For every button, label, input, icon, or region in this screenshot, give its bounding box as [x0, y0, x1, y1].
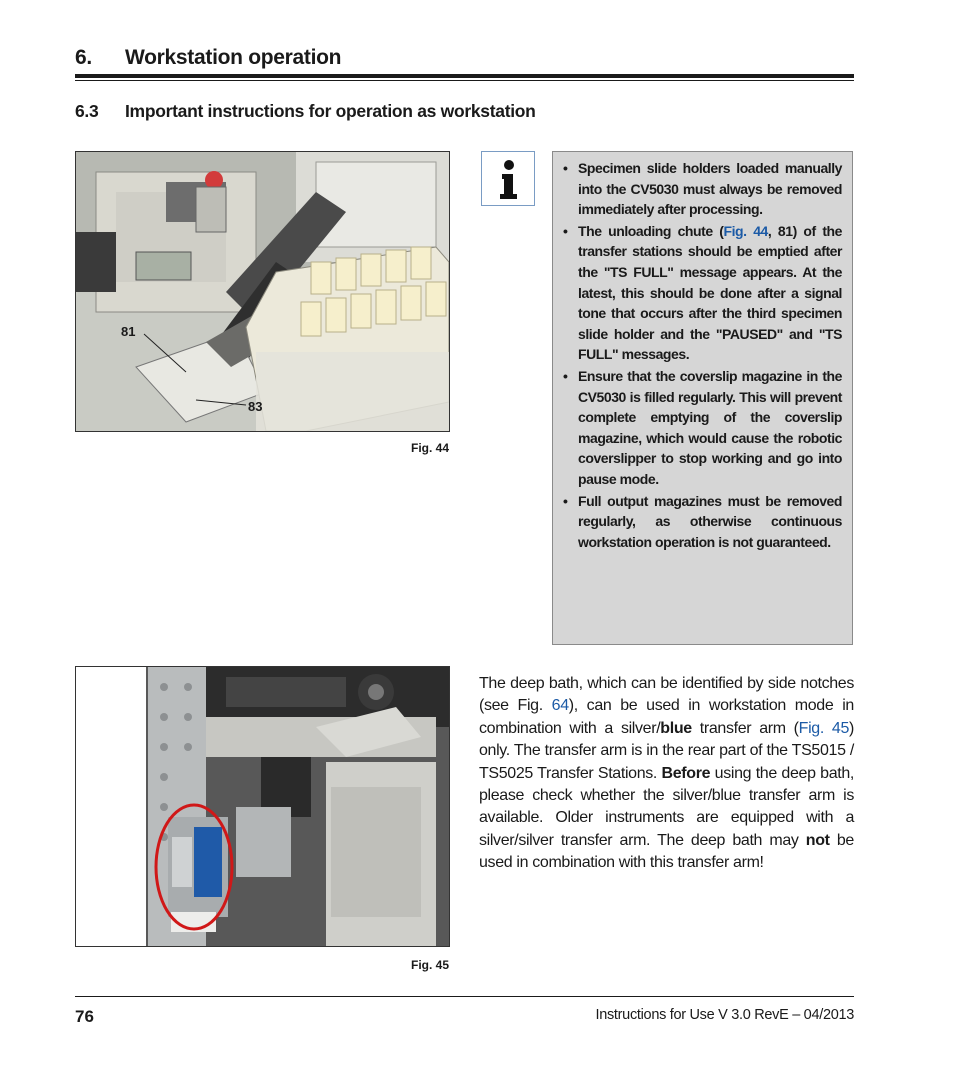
body-text-run: using the deep bath, please check whether the silver/blue transfer arm is available. Older instruments are equipped with a silver/silver transfer arm. The deep bath may [479, 764, 854, 849]
body-text-run: transfer arm ( [691, 719, 799, 737]
footer-rule [75, 996, 854, 997]
figure-45-caption: Fig. 45 [410, 958, 449, 972]
figure-44-caption: Fig. 44 [410, 441, 449, 455]
body-text-run: The deep bath, which can be identified by side notches (see Fig. [479, 675, 854, 715]
section-title: Important instructions for operation as workstation [125, 101, 536, 121]
note-list [563, 158, 842, 552]
emphasis-text: not [805, 831, 830, 849]
note-item [563, 158, 842, 220]
section-number: 6.3 [75, 101, 99, 121]
figure-reference-link[interactable]: Fig. 44 [723, 222, 768, 239]
info-i-icon [481, 151, 535, 206]
chapter-number: 6. [75, 46, 92, 69]
body-text-run: ) only. The transfer arm is in the rear part of the TS5015 / TS5025 Transfer Stations. [479, 719, 854, 782]
chapter-heading [75, 46, 341, 70]
figure-reference-link[interactable]: 64 [551, 697, 569, 715]
important-note-box [552, 151, 853, 645]
header-rule-thin [75, 80, 854, 81]
page-number: 76 [75, 1007, 94, 1026]
body-text-run: be used in combination with this transfer arm! [479, 831, 854, 872]
header-rule-thick [75, 74, 854, 78]
note-text: Specimen slide holders loaded manually into the CV5030 must always be removed immediately after processing. [578, 160, 842, 218]
body-text-run: ), can be used in workstation mode in combination with a silver/ [479, 697, 854, 737]
emphasis-text: Before [661, 764, 711, 782]
footer-doc-info: Instructions for Use V 3.0 RevE – 04/2013 [595, 1007, 854, 1023]
section-heading [75, 101, 536, 122]
emphasis-text: blue [660, 719, 692, 737]
body-paragraph [479, 673, 854, 875]
figure-45-photo [75, 666, 450, 947]
chapter-title: Workstation operation [125, 46, 342, 69]
figure-44-photo [75, 151, 450, 432]
note-item [563, 491, 842, 553]
note-text: The unloading chute ( [578, 222, 724, 239]
note-text: Full output magazines must be removed regularly, as otherwise continuous workstation operation is not guaranteed. [578, 492, 842, 550]
note-text: , 81) of the transfer stations should be emptied after the "TS FULL" message appears. At the latest, this should be done after a signal tone that occurs after the third specimen slide holder and the "PAUSED" and "TS FULL" messages. [578, 222, 842, 363]
note-item [563, 366, 842, 490]
note-text: Ensure that the coverslip magazine in the CV5030 is filled regularly. This will prevent complete emptying of the coverslip magazine, which would cause the robotic coverslipper to stop working and go into pause mode. [578, 367, 842, 487]
figure-reference-link[interactable]: Fig. 45 [798, 719, 850, 737]
callout-81: 81 [121, 324, 136, 339]
callout-83: 83 [248, 399, 263, 414]
note-item [563, 221, 842, 365]
